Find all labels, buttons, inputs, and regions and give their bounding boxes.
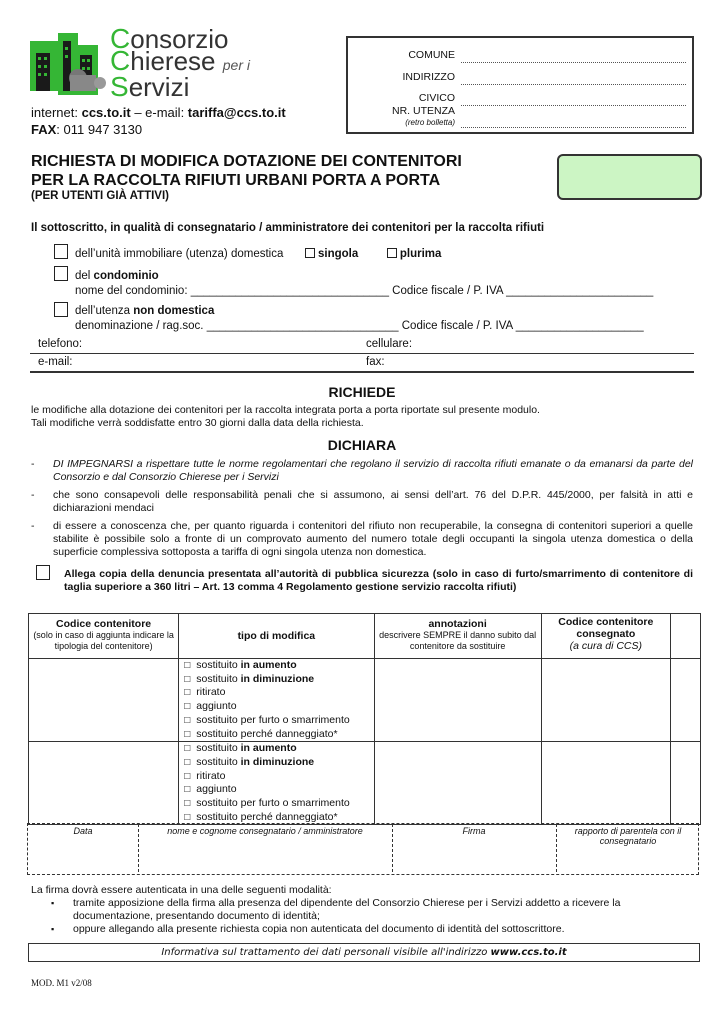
col-header-codice: Codice contenitore (solo in caso di aggiunta indicare la tipologia del contenitore) — [29, 614, 179, 659]
form-code: MOD. M1 v2/08 — [31, 978, 92, 988]
page-subtitle: (PER UTENTI GIÀ ATTIVI) — [31, 190, 169, 202]
dichiara-item-2: che sono consapevoli delle responsabilità penali che si assumono, ai sensi dell’art. 76 del D.P.R. 445/2000, per falsità in atti e dichiarazioni mendaci — [53, 489, 693, 514]
opt-danneggiato[interactable]: □ sostituito perché danneggiato* — [184, 810, 338, 823]
indirizzo-field[interactable] — [461, 84, 686, 85]
opt-aggiunto[interactable]: □ aggiunto — [184, 783, 237, 796]
table-row — [29, 659, 701, 742]
nr-utenza-field[interactable] — [461, 127, 686, 128]
protocol-box — [557, 154, 702, 200]
col-header-tipo: tipo di modifica — [179, 614, 374, 659]
allega-text: Allega copia della denuncia presentata all’autorità di pubblica sicurezza (solo in caso di furto/smarrimento di contenitore di taglia superiore a 360 litri – Art. 13 comma 4 Regolamento gestione servizio raccolta rifiuti) — [64, 568, 693, 593]
logo-wordmark: Consorzio Chierese per i Servizi — [110, 23, 250, 102]
tipo-modifica-cell — [179, 742, 374, 825]
codice-cell[interactable] — [29, 659, 179, 742]
opt-in-aumento[interactable]: □ sostituito in aumento — [184, 742, 297, 755]
rapporto-label: rapporto di parentela con il consegnatario — [574, 826, 682, 846]
comune-field[interactable] — [461, 62, 686, 63]
footer-text: La firma dovrà essere autenticata in una delle seguenti modalità: ▪ tramite apposizione della firma alla presenza del dipendente del Consorzio Chierese per i Servizi addetto a ricevere la documentazione, presentando documento di identità; ▪ oppure allegando alla presente richiesta copia non autenticata del documento di identità del sottoscrittore. — [31, 884, 621, 935]
logo-graphic — [30, 33, 110, 98]
condominio-checkbox[interactable] — [54, 266, 68, 281]
nr-utenza-label: NR. UTENZA — [392, 105, 455, 117]
dichiara-item-1: DI IMPEGNARSI a rispettare tutte le norme regolamentari che regolano il servizio di raccolta rifiuti emanate o da emanarsi da parte del Consorzio e dal Consorzio Chierese per i Servizi — [53, 458, 693, 483]
annotazioni-cell[interactable] — [374, 659, 541, 742]
col-header-consegnato: Codice contenitore consegnato (a cura di CCS) — [541, 614, 670, 659]
nome-label: nome e cognome consegnatario / amministratore — [167, 826, 363, 836]
opt-furto[interactable]: □ sostituito per furto o smarrimento — [184, 713, 350, 726]
civico-label: CIVICO — [418, 92, 455, 104]
firma-label: Firma — [462, 826, 486, 836]
website-link[interactable]: ccs.to.it — [81, 105, 131, 120]
opt-ritirato[interactable]: □ ritirato — [184, 769, 226, 782]
email-link[interactable]: tariffa@ccs.to.it — [187, 105, 286, 120]
dichiara-heading: DICHIARA — [327, 437, 397, 453]
containers-table — [28, 613, 701, 825]
privacy-notice: Informativa sul trattamento dei dati personali visibile all'indirizzo www.ccs.to.it — [28, 943, 700, 962]
data-label: Data — [73, 826, 93, 836]
opt-aggiunto[interactable]: □ aggiunto — [184, 700, 237, 713]
consegnato-cell[interactable] — [541, 742, 670, 825]
singola-checkbox[interactable] — [305, 248, 315, 258]
richiede-text: le modifiche alla dotazione dei contenitori per la raccolta integrata porta a porta riportate sul presente modulo. Tali modifiche verrà soddisfatte entro 30 giorni dalla data della richiesta. — [31, 404, 540, 429]
email-field[interactable] — [30, 371, 694, 373]
non-domestica-checkbox[interactable] — [54, 302, 68, 317]
opt-ritirato[interactable]: □ ritirato — [184, 686, 226, 699]
contact-info: internet: ccs.to.it – e-mail: tariffa@ccs.to.it FAX: 011 947 3130 — [31, 105, 286, 137]
table-row — [29, 742, 701, 825]
allega-checkbox[interactable] — [36, 565, 50, 580]
richiede-heading: RICHIEDE — [328, 384, 396, 400]
codice-cell[interactable] — [29, 742, 179, 825]
dichiara-item-3: di essere a conoscenza che, per quanto riguarda i contenitori del rifiuto non recuperabile, la consegna di contenitori superiori a quelle stabilite è possibile solo a fronte di un comprovato aumento del numero totale degli occupanti la singola utenza domestica o della superficie complessiva sottoposta a tariffa di ogni singola utenza non domestica. — [53, 520, 693, 558]
telefono-label: telefono: — [38, 338, 83, 350]
opt-furto[interactable]: □ sostituito per furto o smarrimento — [184, 797, 350, 810]
plurima-checkbox[interactable] — [387, 248, 397, 258]
tipo-modifica-cell — [179, 659, 374, 742]
opt-in-aumento[interactable]: □ sostituito in aumento — [184, 659, 297, 671]
cellulare-label: cellulare: — [366, 338, 413, 350]
opt-in-diminuzione[interactable]: □ sostituito in diminuzione — [184, 672, 315, 685]
col-header-annotazioni: annotazioni descrivere SEMPRE il danno subito dal contenitore da sostituire — [374, 614, 541, 659]
opt-in-diminuzione[interactable]: □ sostituito in diminuzione — [184, 755, 315, 768]
telefono-field[interactable] — [30, 353, 694, 354]
opt-danneggiato[interactable]: □ sostituito perché danneggiato* — [184, 727, 338, 740]
page-title: RICHIESTA DI MODIFICA DOTAZIONE DEI CONTENITORI PER LA RACCOLTA RIFIUTI URBANI PORTA A PORTA — [31, 153, 462, 189]
comune-label: COMUNE — [408, 49, 455, 61]
signature-box — [27, 823, 699, 875]
consegnato-cell[interactable] — [541, 659, 670, 742]
email-label: e-mail: — [38, 356, 73, 368]
intro-text: Il sottoscritto, in qualità di consegnatario / amministratore dei contenitori per la raccolta rifiuti — [31, 222, 545, 234]
indirizzo-label: INDIRIZZO — [402, 71, 455, 83]
denominazione-field[interactable]: denominazione / rag.soc. ______________________________ Codice fiscale / P. IVA ____________________ — [75, 320, 644, 332]
user-info-box: COMUNE INDIRIZZO CIVICO NR. UTENZA (retro bolletta) — [346, 36, 694, 134]
privacy-link[interactable]: www.ccs.to.it — [490, 947, 567, 958]
domestica-checkbox[interactable] — [54, 244, 68, 259]
annotazioni-cell[interactable] — [374, 742, 541, 825]
civico-field[interactable] — [461, 105, 686, 106]
fax-label: fax: — [366, 356, 385, 368]
nome-condominio-field[interactable]: nome del condominio: _______________________________ Codice fiscale / P. IVA _______________________ — [75, 285, 654, 297]
